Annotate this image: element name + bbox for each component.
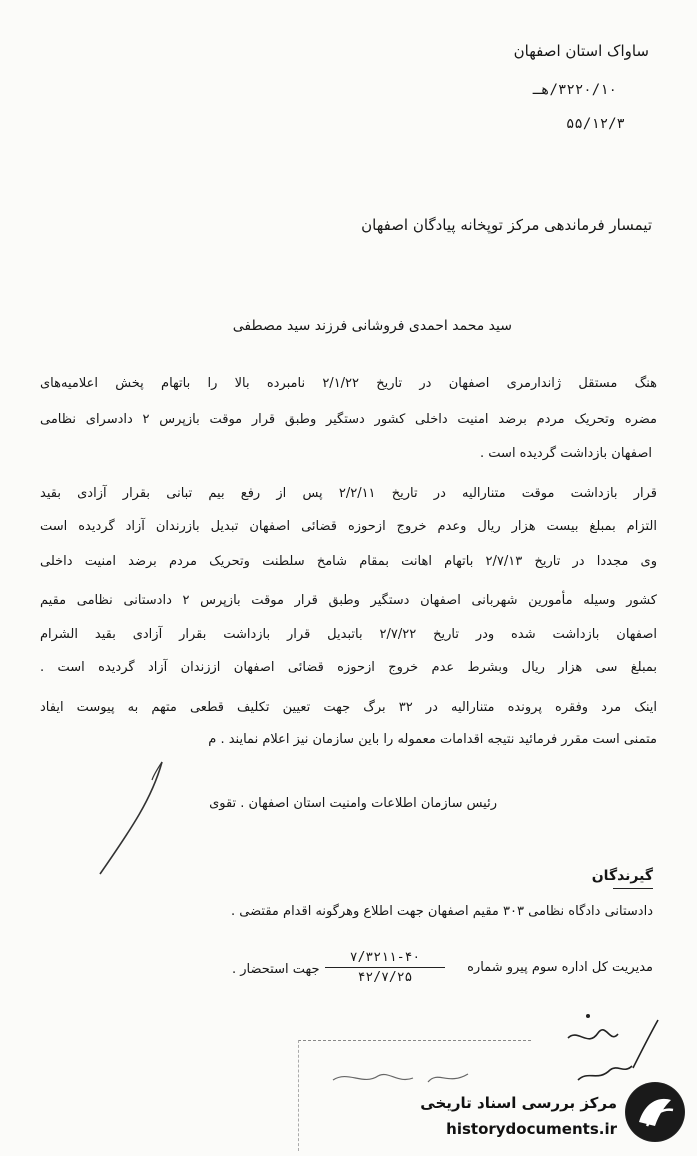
fraction-top: ۷/۳۲۱۱-۴۰	[349, 950, 421, 965]
final-line-text: مدیریت کل اداره سوم پیرو شماره	[467, 960, 653, 975]
paragraph-line: هنگ مستقل ژاندارمری اصفهان در تاریخ ۲/۱/۲۲ نامبرده بالا را باتهام پخش اعلامیه‌های	[40, 376, 657, 391]
paragraph-line: اصفهان بازداشت شده ودر تاریخ ۲/۷/۲۲ باتبدیل قرار بازداشت بقرار آزادی بقید الشرام	[40, 627, 657, 642]
paragraph-line: التزام بمبلغ بیست هزار ریال وعدم خروج ازحوزه قضائی اصفهان تبدیل بازرندان آزاد گردیده است	[40, 519, 657, 534]
header-ref-number: ۳۲۲۰/۱۰/هـ	[532, 82, 617, 98]
watermark-persian: مرکز بررسی اسناد تاریخی	[420, 1094, 617, 1112]
handwritten-annotation	[548, 1008, 668, 1088]
paragraph-line: اینک مرد وفقره پرونده متنارالیه در ۳۲ برگ جهت تعیین تکلیف قطعی متهم به پیوست ایفاد	[40, 700, 657, 715]
recipients-underline	[613, 888, 653, 889]
paragraph-line: کشور وسیله مأمورین شهربانی اصفهان دستگیر وطبق قرار موقت بازپرس ۲ دادستانی نظامی مقیم	[40, 593, 657, 608]
paragraph-line: وی مجددا در تاریخ ۲/۷/۱۳ باتهام اهانت بمقام شامخ سلطنت وتحریک مردم برضد امنیت داخلی	[40, 554, 657, 569]
paragraph-line: مضره وتحریک مردم برضد امنیت داخلی کشور دستگیر وطبق قرار موقت بازپرس ۲ دادسرای نظامی	[40, 412, 657, 427]
recipient-entry: دادستانی دادگاه نظامی ۳۰۳ مقیم اصفهان جهت اطلاع وهرگونه اقدام مقتضی .	[231, 904, 653, 919]
fraction-bar	[325, 967, 445, 968]
recipient-line: تیمسار فرماندهی مرکز توپخانه پیادگان اصفهان	[361, 216, 652, 234]
subject-line: سید محمد احمدی فروشانی فرزند سید مصطفی	[232, 318, 512, 334]
reference-fraction	[325, 950, 445, 985]
paragraph-line: متمنی است مقرر فرمائید نتیجه اقدامات معموله را باین سازمان نیز اعلام نمایند . م	[208, 732, 657, 747]
paragraph-line: بمبلغ سی هزار ریال وبشرط عدم خروج ازحوزه قضائی اصفهان اززندان آزاد گردیده است .	[40, 660, 657, 675]
signature-line: رئیس سازمان اطلاعات وامنیت استان اصفهان . تقوی	[209, 796, 497, 811]
recipients-label: گیرندگان	[591, 868, 653, 884]
header-date: ۵۵/۱۲/۳	[565, 116, 625, 132]
stamp-scribble	[328, 1062, 478, 1092]
fraction-bottom: ۴۲/۷/۲۵	[357, 970, 413, 985]
header-agency: ساواک استان اصفهان	[513, 42, 649, 60]
watermark-url: historydocuments.ir	[446, 1120, 617, 1138]
pen-stroke-mark	[92, 758, 172, 878]
final-line-suffix: جهت استحضار .	[232, 962, 320, 977]
paragraph-line: اصفهان بازداشت گردیده است .	[480, 446, 652, 461]
paragraph-line: قرار بازداشت موقت متنارالیه در تاریخ ۲/۲/۱۱ پس از رفع بیم تبانی بقرار آزادی بقید	[40, 486, 657, 501]
archive-logo-icon	[625, 1082, 685, 1142]
